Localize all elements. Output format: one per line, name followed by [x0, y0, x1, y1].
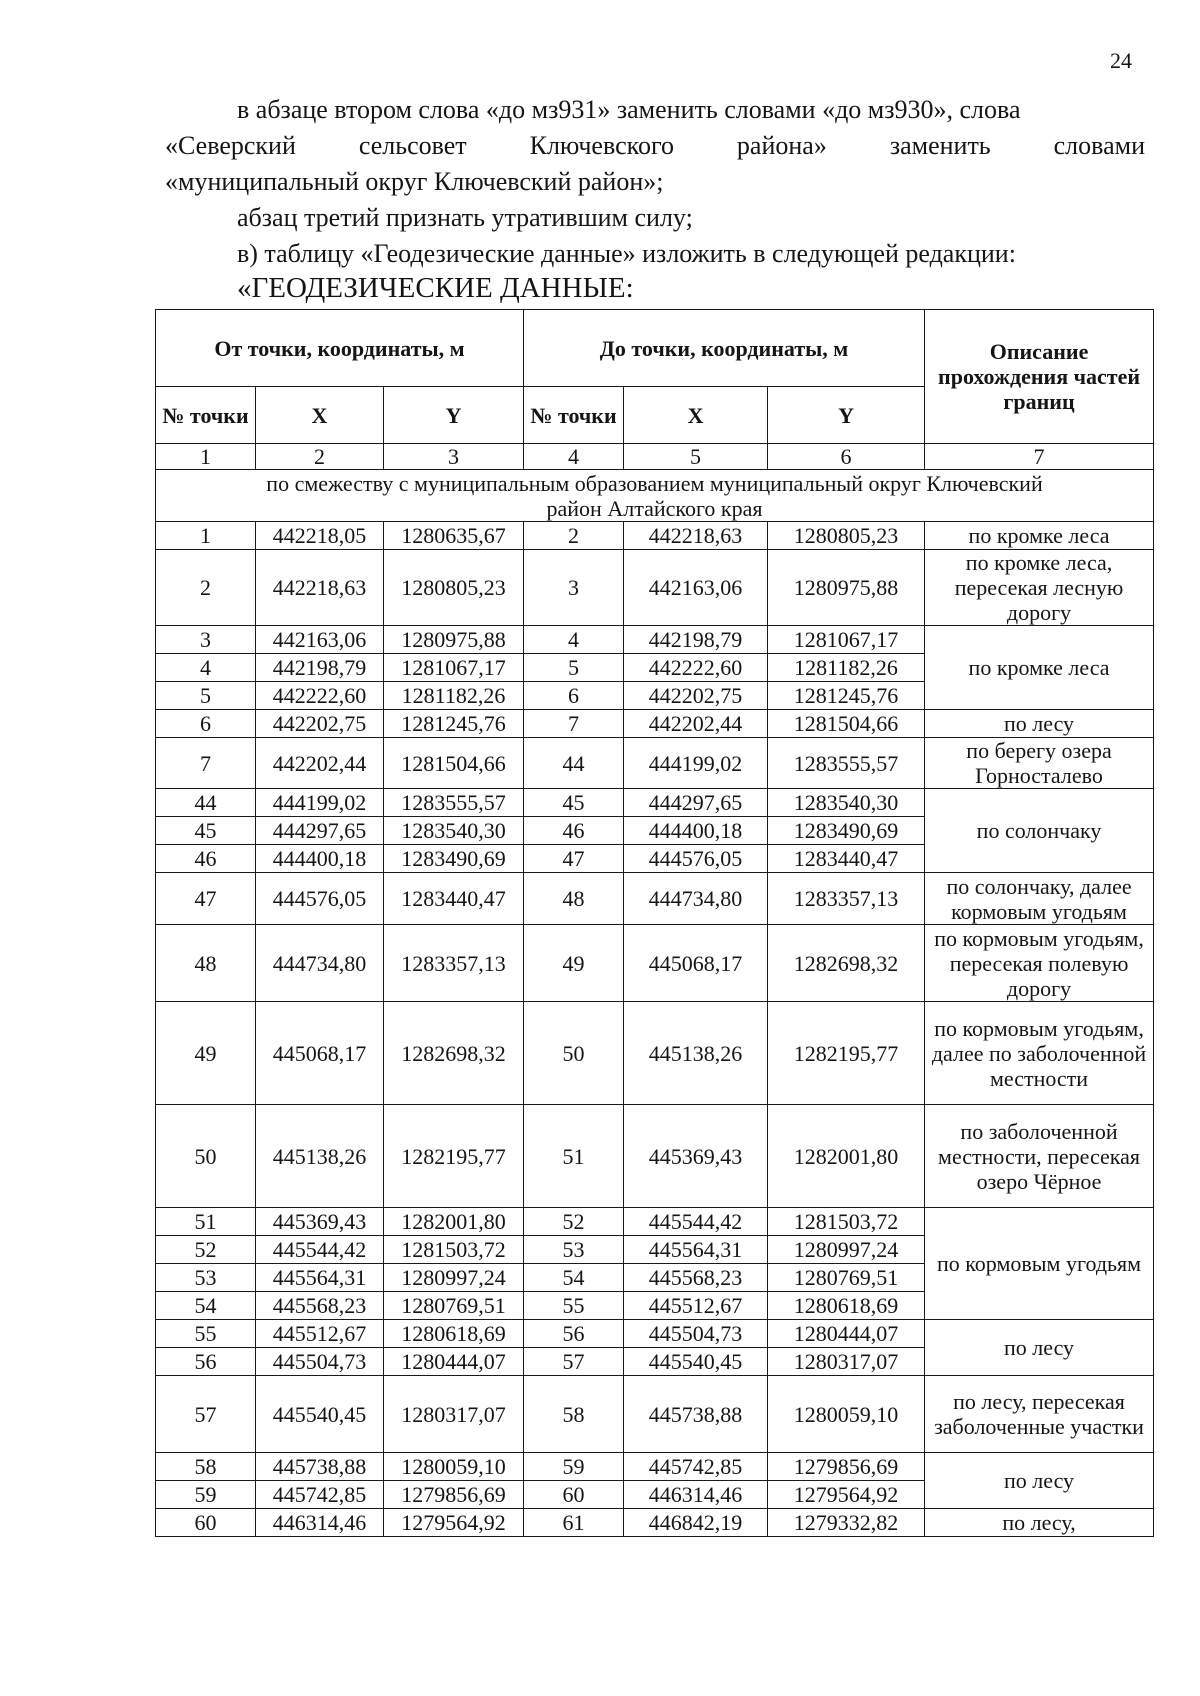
description-cell: по лесу [925, 1320, 1154, 1376]
description-cell: по заболоченной местности, пересекая озеро Чёрное [925, 1105, 1154, 1208]
column-number: 3 [384, 444, 524, 470]
to-x-cell: 442198,79 [624, 626, 768, 654]
to-x-cell: 442163,06 [624, 550, 768, 626]
from-point-number-cell: 51 [156, 1208, 256, 1236]
from-x-header: X [256, 387, 384, 444]
from-x-cell: 445738,88 [256, 1453, 384, 1481]
to-point-number-cell: 58 [524, 1376, 624, 1453]
to-point-number-cell: 2 [524, 522, 624, 550]
from-y-cell: 1279856,69 [384, 1481, 524, 1509]
to-y-cell: 1280805,23 [768, 522, 925, 550]
to-point-number-cell: 47 [524, 845, 624, 873]
from-x-cell: 445540,45 [256, 1376, 384, 1453]
to-x-cell: 445544,42 [624, 1208, 768, 1236]
to-y-cell: 1280317,07 [768, 1348, 925, 1376]
from-point-number-cell: 46 [156, 845, 256, 873]
from-point-number-cell: 49 [156, 1002, 256, 1105]
from-point-number-cell: 53 [156, 1264, 256, 1292]
description-cell: по солончаку [925, 789, 1154, 873]
to-y-cell: 1280997,24 [768, 1236, 925, 1264]
from-x-cell: 442218,05 [256, 522, 384, 550]
from-point-header: От точки, координаты, м [156, 310, 524, 387]
table-row [156, 1509, 1154, 1537]
to-point-number-cell: 55 [524, 1292, 624, 1320]
from-point-number-cell: 44 [156, 789, 256, 817]
to-point-no-header: № точки [524, 387, 624, 444]
to-point-number-cell: 6 [524, 682, 624, 710]
to-y-cell: 1283555,57 [768, 738, 925, 789]
from-point-number-cell: 54 [156, 1292, 256, 1320]
description-cell: по лесу, [925, 1509, 1154, 1537]
to-x-cell: 442218,63 [624, 522, 768, 550]
from-y-header: Y [384, 387, 524, 444]
to-x-cell: 445138,26 [624, 1002, 768, 1105]
from-x-cell: 445138,26 [256, 1105, 384, 1208]
table-row [156, 710, 1154, 738]
table-row [156, 1105, 1154, 1208]
column-number: 7 [925, 444, 1154, 470]
from-x-cell: 445504,73 [256, 1348, 384, 1376]
from-y-cell: 1281503,72 [384, 1236, 524, 1264]
from-point-number-cell: 55 [156, 1320, 256, 1348]
to-point-number-cell: 52 [524, 1208, 624, 1236]
from-y-cell: 1281182,26 [384, 682, 524, 710]
to-y-cell: 1279332,82 [768, 1509, 925, 1537]
table-row [156, 1320, 1154, 1348]
table-row [156, 626, 1154, 654]
from-x-cell: 445068,17 [256, 1002, 384, 1105]
to-x-cell: 446314,46 [624, 1481, 768, 1509]
description-cell: по кормовым угодьям, пересекая полевую дорогу [925, 925, 1154, 1002]
to-y-cell: 1280059,10 [768, 1376, 925, 1453]
description-cell: по кромке леса [925, 626, 1154, 710]
to-y-cell: 1282698,32 [768, 925, 925, 1002]
column-number: 1 [156, 444, 256, 470]
from-y-cell: 1281245,76 [384, 710, 524, 738]
to-x-cell: 442202,44 [624, 710, 768, 738]
from-x-cell: 445742,85 [256, 1481, 384, 1509]
to-point-number-cell: 60 [524, 1481, 624, 1509]
to-x-cell: 444734,80 [624, 873, 768, 925]
from-x-cell: 442202,75 [256, 710, 384, 738]
paragraph-line-3: «муниципальный округ Ключевский район»; [165, 167, 664, 196]
to-x-cell: 445068,17 [624, 925, 768, 1002]
from-x-cell: 445568,23 [256, 1292, 384, 1320]
from-y-cell: 1280997,24 [384, 1264, 524, 1292]
to-point-number-cell: 54 [524, 1264, 624, 1292]
paragraph-line-2: «Северский сельсовет Ключевского района» заменить словами [165, 131, 1145, 160]
from-x-cell: 442202,44 [256, 738, 384, 789]
from-y-cell: 1280635,67 [384, 522, 524, 550]
from-y-cell: 1279564,92 [384, 1509, 524, 1537]
from-point-number-cell: 5 [156, 682, 256, 710]
from-point-number-cell: 7 [156, 738, 256, 789]
to-point-header: До точки, координаты, м [524, 310, 925, 387]
from-y-cell: 1280769,51 [384, 1292, 524, 1320]
to-point-number-cell: 59 [524, 1453, 624, 1481]
from-x-cell: 444199,02 [256, 789, 384, 817]
to-x-cell: 445369,43 [624, 1105, 768, 1208]
from-y-cell: 1281067,17 [384, 654, 524, 682]
table-row [156, 738, 1154, 789]
to-point-number-cell: 45 [524, 789, 624, 817]
from-y-cell: 1282698,32 [384, 1002, 524, 1105]
from-y-cell: 1280059,10 [384, 1453, 524, 1481]
to-point-number-cell: 5 [524, 654, 624, 682]
description-cell: по кромке леса [925, 522, 1154, 550]
to-x-cell: 444297,65 [624, 789, 768, 817]
from-y-cell: 1282001,80 [384, 1208, 524, 1236]
paragraph-line-5: в) таблицу «Геодезические данные» изложить в следующей редакции: [237, 239, 1016, 268]
description-cell: по лесу [925, 710, 1154, 738]
table-row [156, 1453, 1154, 1481]
to-point-number-cell: 49 [524, 925, 624, 1002]
to-y-cell: 1281503,72 [768, 1208, 925, 1236]
to-point-number-cell: 48 [524, 873, 624, 925]
from-point-number-cell: 59 [156, 1481, 256, 1509]
column-number-row [156, 444, 1154, 470]
page-number: 24 [1110, 48, 1132, 73]
section-title: по смежеству с муниципальным образованием муниципальный округ Ключевский район Алтайского края [156, 470, 1154, 522]
to-point-number-cell: 61 [524, 1509, 624, 1537]
to-x-cell: 445742,85 [624, 1453, 768, 1481]
to-point-number-cell: 51 [524, 1105, 624, 1208]
table-row [156, 1002, 1154, 1105]
to-point-number-cell: 7 [524, 710, 624, 738]
from-y-cell: 1282195,77 [384, 1105, 524, 1208]
from-point-number-cell: 3 [156, 626, 256, 654]
from-x-cell: 444400,18 [256, 845, 384, 873]
from-x-cell: 445544,42 [256, 1236, 384, 1264]
to-y-cell: 1281067,17 [768, 626, 925, 654]
table-heading: «ГЕОДЕЗИЧЕСКИЕ ДАННЫЕ: [237, 272, 634, 304]
from-point-number-cell: 45 [156, 817, 256, 845]
table-row [156, 522, 1154, 550]
from-point-number-cell: 58 [156, 1453, 256, 1481]
description-cell: по солончаку, далее кормовым угодьям [925, 873, 1154, 925]
to-y-cell: 1282195,77 [768, 1002, 925, 1105]
table-row [156, 789, 1154, 817]
to-y-cell: 1281504,66 [768, 710, 925, 738]
description-cell: по лесу [925, 1453, 1154, 1509]
to-x-cell: 444199,02 [624, 738, 768, 789]
to-x-cell: 445540,45 [624, 1348, 768, 1376]
to-point-number-cell: 57 [524, 1348, 624, 1376]
from-x-cell: 444734,80 [256, 925, 384, 1002]
to-x-cell: 446842,19 [624, 1509, 768, 1537]
from-y-cell: 1283540,30 [384, 817, 524, 845]
to-y-cell: 1281245,76 [768, 682, 925, 710]
from-y-cell: 1281504,66 [384, 738, 524, 789]
table-row [156, 1376, 1154, 1453]
to-x-cell: 444400,18 [624, 817, 768, 845]
column-number: 2 [256, 444, 384, 470]
from-x-cell: 445512,67 [256, 1320, 384, 1348]
from-x-cell: 442218,63 [256, 550, 384, 626]
from-point-number-cell: 2 [156, 550, 256, 626]
to-x-cell: 445512,67 [624, 1292, 768, 1320]
from-point-number-cell: 56 [156, 1348, 256, 1376]
table-row [156, 873, 1154, 925]
to-y-cell: 1279856,69 [768, 1453, 925, 1481]
from-point-no-header: № точки [156, 387, 256, 444]
from-y-cell: 1280975,88 [384, 626, 524, 654]
from-point-number-cell: 1 [156, 522, 256, 550]
from-x-cell: 442198,79 [256, 654, 384, 682]
from-x-cell: 444297,65 [256, 817, 384, 845]
to-y-cell: 1283490,69 [768, 817, 925, 845]
from-x-cell: 442163,06 [256, 626, 384, 654]
description-cell: по кромке леса, пересекая лесную дорогу [925, 550, 1154, 626]
to-point-number-cell: 56 [524, 1320, 624, 1348]
to-x-cell: 445504,73 [624, 1320, 768, 1348]
from-y-cell: 1283490,69 [384, 845, 524, 873]
from-point-number-cell: 4 [156, 654, 256, 682]
from-x-cell: 445564,31 [256, 1264, 384, 1292]
from-y-cell: 1283440,47 [384, 873, 524, 925]
to-y-cell: 1283540,30 [768, 789, 925, 817]
from-x-cell: 442222,60 [256, 682, 384, 710]
from-point-number-cell: 47 [156, 873, 256, 925]
column-number: 5 [624, 444, 768, 470]
from-point-number-cell: 60 [156, 1509, 256, 1537]
section-row [156, 470, 1154, 522]
to-y-cell: 1280769,51 [768, 1264, 925, 1292]
from-point-number-cell: 48 [156, 925, 256, 1002]
to-point-number-cell: 50 [524, 1002, 624, 1105]
from-y-cell: 1283555,57 [384, 789, 524, 817]
from-y-cell: 1283357,13 [384, 925, 524, 1002]
column-number: 6 [768, 444, 925, 470]
from-y-cell: 1280805,23 [384, 550, 524, 626]
description-header: Описание прохождения частей границ [925, 310, 1154, 444]
table-row [156, 550, 1154, 626]
from-point-number-cell: 50 [156, 1105, 256, 1208]
from-x-cell: 444576,05 [256, 873, 384, 925]
description-cell: по кормовым угодьям, далее по заболоченной местности [925, 1002, 1154, 1105]
to-x-cell: 445738,88 [624, 1376, 768, 1453]
from-y-cell: 1280618,69 [384, 1320, 524, 1348]
to-y-cell: 1282001,80 [768, 1105, 925, 1208]
from-x-cell: 445369,43 [256, 1208, 384, 1236]
to-y-cell: 1280618,69 [768, 1292, 925, 1320]
to-y-cell: 1283357,13 [768, 873, 925, 925]
to-point-number-cell: 46 [524, 817, 624, 845]
description-cell: по берегу озера Горносталево [925, 738, 1154, 789]
to-y-cell: 1281182,26 [768, 654, 925, 682]
to-x-cell: 444576,05 [624, 845, 768, 873]
from-y-cell: 1280317,07 [384, 1376, 524, 1453]
to-y-cell: 1279564,92 [768, 1481, 925, 1509]
column-number: 4 [524, 444, 624, 470]
to-x-cell: 442202,75 [624, 682, 768, 710]
to-point-number-cell: 53 [524, 1236, 624, 1264]
from-point-number-cell: 52 [156, 1236, 256, 1264]
to-y-cell: 1280975,88 [768, 550, 925, 626]
to-x-cell: 442222,60 [624, 654, 768, 682]
to-point-number-cell: 4 [524, 626, 624, 654]
to-point-number-cell: 44 [524, 738, 624, 789]
from-point-number-cell: 6 [156, 710, 256, 738]
paragraph-line-4: абзац третий признать утратившим силу; [237, 203, 693, 232]
table-row [156, 1208, 1154, 1236]
table-row [156, 925, 1154, 1002]
to-x-cell: 445568,23 [624, 1264, 768, 1292]
geodetic-data-table [155, 309, 1154, 1537]
to-x-header: X [624, 387, 768, 444]
from-point-number-cell: 57 [156, 1376, 256, 1453]
to-y-cell: 1283440,47 [768, 845, 925, 873]
to-y-cell: 1280444,07 [768, 1320, 925, 1348]
to-point-number-cell: 3 [524, 550, 624, 626]
to-x-cell: 445564,31 [624, 1236, 768, 1264]
from-x-cell: 446314,46 [256, 1509, 384, 1537]
from-y-cell: 1280444,07 [384, 1348, 524, 1376]
paragraph-line-1: в абзаце втором слова «до мз931» заменить словами «до мз930», слова [237, 95, 1021, 124]
to-y-header: Y [768, 387, 925, 444]
description-cell: по кормовым угодьям [925, 1208, 1154, 1320]
description-cell: по лесу, пересекая заболоченные участки [925, 1376, 1154, 1453]
